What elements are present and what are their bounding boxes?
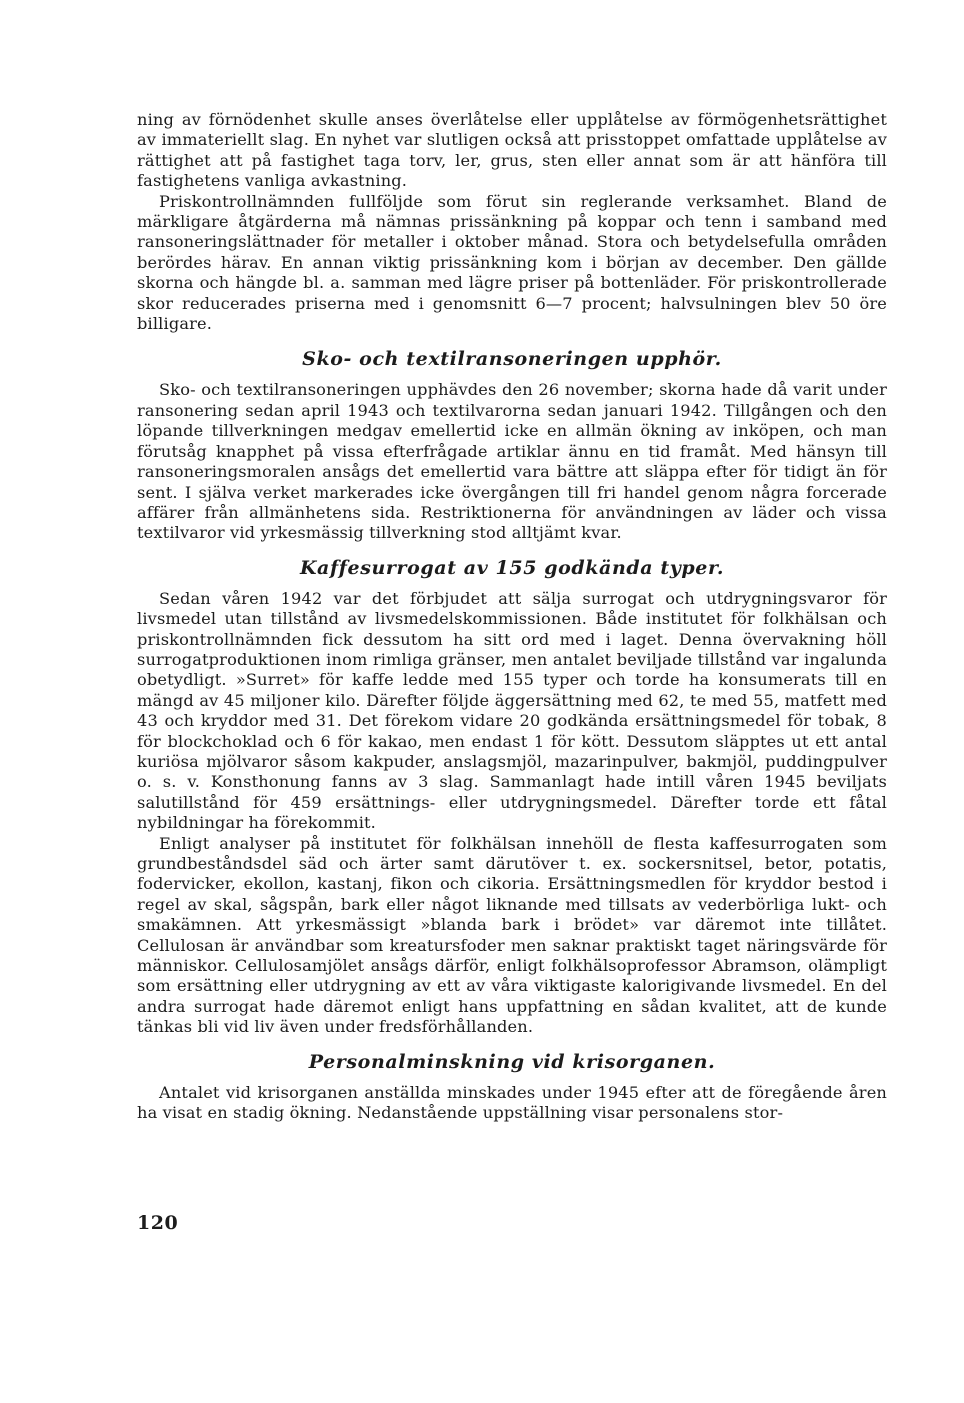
paragraph-substitute-permits: Sedan våren 1942 var det förbjudet att sälja surrogat och utdrygningsvaror för livsmedel utan tillstånd av livsmedelskommissionen. Både institutet för folkhälsan och priskontrollnämnden fick dessutom ha sitt ord med i laget. Denna övervakning höll surrogatproduktionen inom rimliga gränser, men antalet beviljade tillstånd var ingalunda obetydligt. »Surret» för kaffe ledde med 155 typer och torde ha konsumerats till en mängd av 45 miljoner kilo. Därefter följde äggersättning med 62, te med 55, matfett med 43 och kryddor med 31. Det förekom vidare 20 godkända ersättningsmedel för tobak, 8 för blockchoklad och 6 för kakao, men endast 1 för kött. Dessutom släpptes ut ett antal kuriösa mjölvaror såsom kakpuder, anslagsmjöl, mazarinpulver, bakmjöl, puddingpulver o. s. v. Konsthonung fanns av 3 slag. Sammanlagt hade intill våren 1945 beviljats salutillstånd för 459 ersättnings- eller utdrygningsmedel. Därefter torde ett fåtal nybildningar ha förekommit. — [137, 588, 887, 833]
heading-shoe-textile-rationing: Sko- och textilransoneringen upphör. — [302, 348, 722, 371]
paragraph-staff-count: Antalet vid krisorganen anställda minskades under 1945 efter att de föregående åren ha visat en stadig ökning. Nedanstående uppställning visar personalens stor- — [137, 1082, 887, 1123]
page-body — [137, 110, 887, 1123]
heading-coffee-substitute: Kaffesurrogat av 155 godkända typer. — [299, 556, 725, 579]
heading-staff-reduction: Personalminskning vid krisorganen. — [308, 1050, 716, 1073]
paragraph-price-control-board: Priskontrollnämnden fullföljde som förut sin reglerande verksamhet. Bland de märkligare åtgärderna må nämnas prissänkning på koppar och tenn i samband med ransoneringslättnader för metaller i oktober månad. Stora och betydelsefulla områden berördes härav. En annan viktig prissänkning kom i början av december. Den gällde skorna och hängde bl. a. samman med lägre priser på bottenläder. För priskontrollerade skor reducerades priserna med i genomsnitt 6—7 procent; halvsulningen blev 50 öre billigare. — [137, 191, 887, 334]
paragraph-rationing-ended: Sko- och textilransoneringen upphävdes den 26 november; skorna hade då varit under ransonering sedan april 1943 och textilvarorna sedan januari 1942. Tillgången och den löpande tillverkningen medgav emellertid icke en allmän ökning av inköpen, och man förutsåg knapphet på vissa efterfrågade artiklar ännu en tid framåt. Med hänsyn till ransoneringsmoralen ansågs det emellertid vara bättre att släppa efter för tidigt än för sent. I själva verket markerades icke övergången till fri handel genom några forcerade affärer från allmänhetens sida. Restriktionerna för användningen av läder och vissa textilvaror vid yrkesmässig tillverkning stod alltjämt kvar. — [137, 380, 887, 543]
page-number: 120 — [137, 1212, 179, 1234]
paragraph-rights-transfer: ning av förnödenhet skulle anses överlåtelse eller upplåtelse av förmögenhetsrättighet av immateriellt slag. En nyhet var slutligen också att prisstoppet omfattade upplåtelse av rättighet att på fastighet taga torv, ler, grus, sten eller annat som är att hänföra till fastighetens vanliga avkastning. — [137, 110, 887, 191]
paragraph-substitute-analysis: Enligt analyser på institutet för folkhälsan innehöll de flesta kaffesurrogaten som grundbeståndsdel säd och ärter samt därutöver t. ex. sockersnitsel, betor, potatis, fodervicker, ekollon, kastanj, fikon och cikoria. Ersättningsmedlen för kryddor bestod i regel av skal, sågspån, bark eller något liknande med tillsats av vederbörliga lukt- och smakämnen. Att yrkesmässigt »blanda bark i brödet» var däremot inte tillåtet. Cellulosan är användbar som kreatursfoder men saknar praktiskt taget näringsvärde för människor. Cellulosamjölet ansågs därför, enligt folkhälsoprofessor Abramson, olämpligt som ersättning eller utdrygning av ett av våra viktigaste kalorigivande livsmedel. En del andra surrogat hade däremot enligt hans uppfattning en sådan kvalitet, att de kunde tänkas bli vid liv även under fredsförhållanden. — [137, 833, 887, 1037]
